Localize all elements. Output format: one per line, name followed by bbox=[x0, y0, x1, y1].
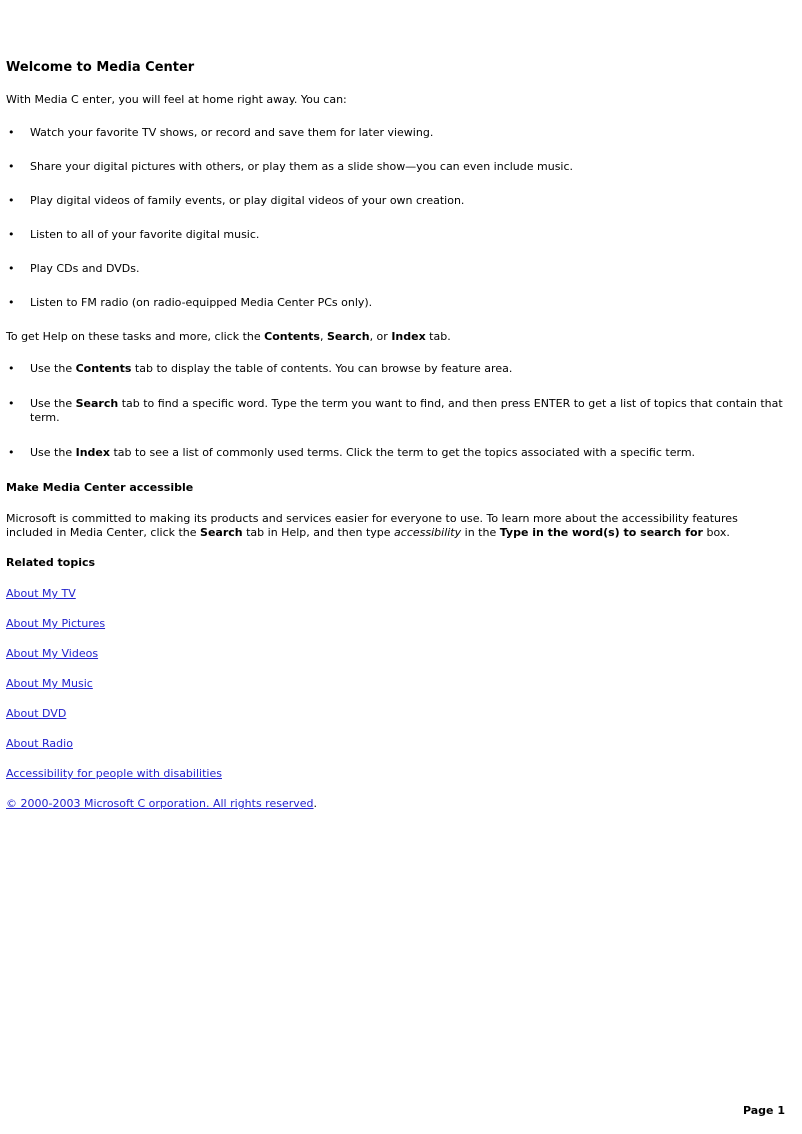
accessibility-heading: Make Media Center accessible bbox=[6, 481, 194, 494]
list-item: • Listen to all of your favorite digital music. bbox=[6, 228, 788, 242]
list-item: • Use the Index tab to see a list of commonly used terms. Click the term to get the topics associated with a specific term. bbox=[6, 446, 788, 460]
list-item: • Listen to FM radio (on radio-equipped Media Center PCs only). bbox=[6, 296, 788, 310]
link-row bbox=[6, 617, 788, 631]
help-text: To get Help on these tasks and more, click the bbox=[6, 330, 265, 343]
related-topics-heading: Related topics bbox=[6, 556, 96, 569]
search-box-mention: Type in the word(s) to search for bbox=[499, 526, 703, 539]
search-tab-mention: Search bbox=[326, 330, 370, 343]
search-tab-mention: Search bbox=[200, 526, 243, 539]
link-row bbox=[6, 647, 788, 661]
link-row bbox=[6, 587, 788, 601]
link-about-my-pictures[interactable]: About My Pictures bbox=[6, 617, 106, 630]
intro-paragraph: With Media C enter, you will feel at home right away. You can: bbox=[6, 93, 347, 106]
search-tab-mention: Search bbox=[75, 397, 119, 410]
list-item: • Use the Search tab to find a specific word. Type the term you want to find, and then press ENTER to get a list of topics that contain that term. bbox=[6, 397, 788, 425]
link-about-my-music[interactable]: About My Music bbox=[6, 677, 93, 690]
link-row bbox=[6, 707, 788, 721]
link-about-my-tv[interactable]: About My TV bbox=[6, 587, 76, 600]
page-title: Welcome to Media Center bbox=[6, 60, 195, 75]
feature-list bbox=[6, 126, 788, 310]
list-item: • Share your digital pictures with others, or play them as a slide show—you can even include music. bbox=[6, 160, 788, 174]
link-row bbox=[6, 737, 788, 751]
contents-tab-mention: Contents bbox=[264, 330, 320, 343]
help-instruction: To get Help on these tasks and more, click the Contents, Search, or Index tab. bbox=[6, 330, 451, 343]
list-item: • Play CDs and DVDs. bbox=[6, 262, 788, 276]
list-item: • Watch your favorite TV shows, or record and save them for later viewing. bbox=[6, 126, 788, 140]
list-item: • Use the Contents tab to display the table of contents. You can browse by feature area. bbox=[6, 362, 788, 376]
link-about-radio[interactable]: About Radio bbox=[6, 737, 73, 750]
link-about-dvd[interactable]: About DVD bbox=[6, 707, 67, 720]
copyright-row bbox=[6, 797, 788, 811]
contents-tab-mention: Contents bbox=[75, 362, 132, 375]
link-copyright[interactable]: © 2000-2003 Microsoft C orporation. All rights reserved bbox=[6, 797, 314, 810]
page-number: Page 1 bbox=[742, 1104, 785, 1117]
index-tab-mention: Index bbox=[75, 446, 110, 459]
index-tab-mention: Index bbox=[391, 330, 426, 343]
link-row bbox=[6, 677, 788, 691]
accessibility-paragraph: Microsoft is committed to making its products and services easier for everyone to use. To learn more about the accessibility features included in Media Center, click the Search tab in Help, and then type accessibility in the Type in the word(s) to search for box. bbox=[6, 512, 738, 539]
tab-usage-list bbox=[6, 362, 788, 460]
accessibility-term: accessibility bbox=[394, 526, 462, 539]
copyright-suffix: . bbox=[313, 797, 318, 810]
list-item: • Play digital videos of family events, or play digital videos of your own creation. bbox=[6, 194, 788, 208]
link-row bbox=[6, 767, 788, 781]
link-about-my-videos[interactable]: About My Videos bbox=[6, 647, 99, 660]
link-accessibility-disabilities[interactable]: Accessibility for people with disabilities bbox=[6, 767, 222, 780]
